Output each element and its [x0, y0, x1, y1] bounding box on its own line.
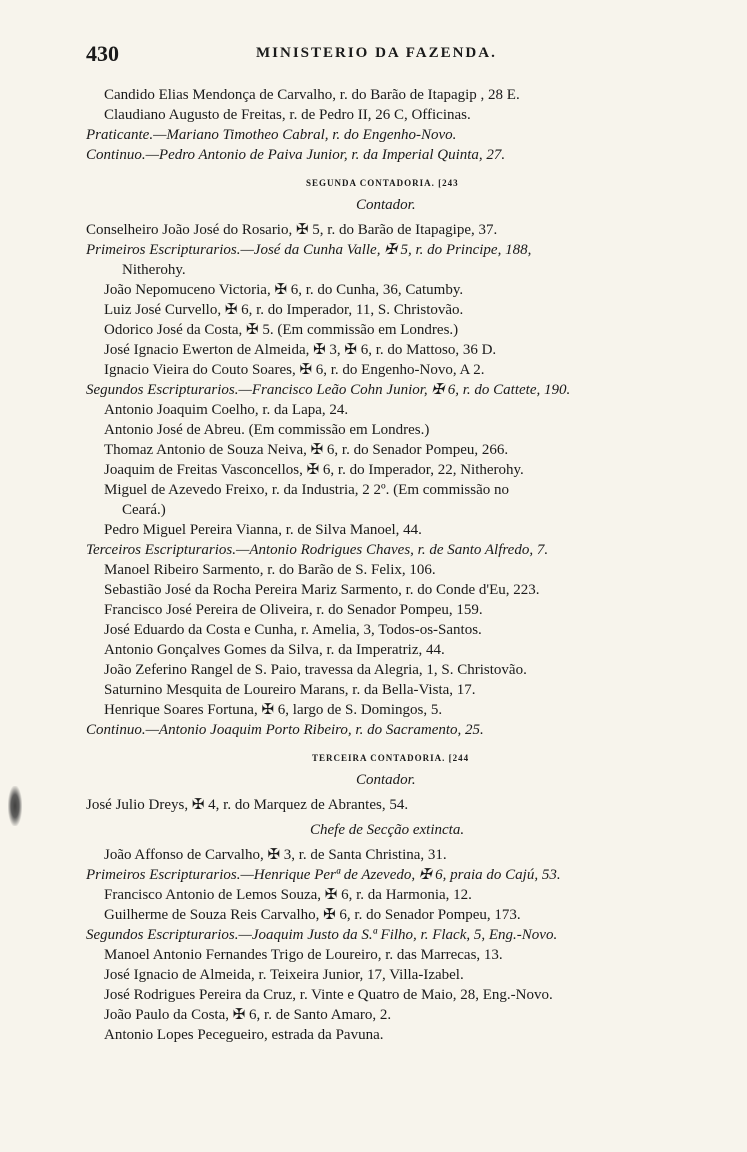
text-line: Claudiano Augusto de Freitas, r. de Pedro II, 26 C, Officinas. — [104, 107, 471, 123]
section-subheading: Chefe de Secção extincta. — [310, 822, 465, 838]
section-heading: SEGUNDA CONTADORIA. [243 — [306, 178, 459, 188]
text-line: João Affonso de Carvalho, ✠ 3, r. de Santa Christina, 31. — [104, 847, 447, 863]
text-line: José Julio Dreys, ✠ 4, r. do Marquez de Abrantes, 54. — [86, 797, 409, 813]
text-line: José Ignacio de Almeida, r. Teixeira Junior, 17, Villa-Izabel. — [104, 967, 464, 983]
text-line: Francisco José Pereira de Oliveira, r. do Senador Pompeu, 159. — [104, 602, 483, 618]
text-line: Segundos Escripturarios.—Francisco Leão Cohn Junior, ✠ 6, r. do Cattete, 190. — [86, 382, 571, 398]
text-line: Segundos Escripturarios.—Joaquim Justo da S.ª Filho, r. Flack, 5, Eng.-Novo. — [86, 927, 558, 943]
text-line: Antonio Joaquim Coelho, r. da Lapa, 24. — [104, 402, 349, 418]
text-line: Antonio Lopes Pecegueiro, estrada da Pavuna. — [104, 1027, 384, 1043]
text-line: José Ignacio Ewerton de Almeida, ✠ 3, ✠ 6, r. do Mattoso, 36 D. — [104, 342, 497, 358]
section-subheading: Contador. — [356, 197, 416, 213]
text-line: Henrique Soares Fortuna, ✠ 6, largo de S. Domingos, 5. — [104, 702, 443, 718]
text-line: Continuo.—Antonio Joaquim Porto Ribeiro, r. do Sacramento, 25. — [86, 722, 484, 738]
text-line: Continuo.—Pedro Antonio de Paiva Junior, r. da Imperial Quinta, 27. — [86, 147, 506, 163]
text-line: Antonio Gonçalves Gomes da Silva, r. da Imperatriz, 44. — [104, 642, 445, 658]
text-line: Primeiros Escripturarios.—José da Cunha Valle, ✠ 5, r. do Principe, 188, — [86, 242, 532, 258]
section-heading: TERCEIRA CONTADORIA. [244 — [312, 753, 470, 763]
text-line: Conselheiro João José do Rosario, ✠ 5, r. do Barão de Itapagipe, 37. — [86, 222, 498, 238]
text-line: Ignacio Vieira do Couto Soares, ✠ 6, r. do Engenho-Novo, A 2. — [104, 362, 485, 378]
text-line: Francisco Antonio de Lemos Souza, ✠ 6, r. da Harmonia, 12. — [104, 887, 472, 903]
text-line: Candido Elias Mendonça de Carvalho, r. do Barão de Itapagip , 28 E. — [104, 87, 520, 103]
section-subheading: Contador. — [356, 772, 416, 788]
text-line: Primeiros Escripturarios.—Henrique Perª de Azevedo, ✠ 6, praia do Cajú, 53. — [86, 867, 561, 883]
text-line: João Nepomuceno Victoria, ✠ 6, r. do Cunha, 36, Catumby. — [104, 282, 464, 298]
text-line: José Eduardo da Costa e Cunha, r. Amelia, 3, Todos-os-Santos. — [104, 622, 482, 638]
page-number: 430 — [86, 41, 119, 66]
text-line: Odorico José da Costa, ✠ 5. (Em commissão em Londres.) — [104, 322, 459, 338]
running-head: MINISTERIO DA FAZENDA. — [256, 45, 497, 61]
text-line: Miguel de Azevedo Freixo, r. da Industria, 2 2º. (Em commissão no — [104, 482, 509, 498]
text-line: Joaquim de Freitas Vasconcellos, ✠ 6, r. do Imperador, 22, Nitherohy. — [104, 462, 524, 478]
text-line: Terceiros Escripturarios.—Antonio Rodrigues Chaves, r. de Santo Alfredo, 7. — [86, 542, 549, 558]
text-line: Saturnino Mesquita de Loureiro Marans, r. da Bella-Vista, 17. — [104, 682, 476, 698]
text-line: Ceará.) — [122, 502, 166, 518]
text-line: João Paulo da Costa, ✠ 6, r. de Santo Amaro, 2. — [104, 1007, 392, 1023]
text-line: João Zeferino Rangel de S. Paio, travessa da Alegria, 1, S. Christovão. — [104, 662, 527, 678]
text-line: Sebastião José da Rocha Pereira Mariz Sarmento, r. do Conde d'Eu, 223. — [104, 582, 540, 598]
text-line: Guilherme de Souza Reis Carvalho, ✠ 6, r. do Senador Pompeu, 173. — [104, 907, 521, 923]
text-line: Thomaz Antonio de Souza Neiva, ✠ 6, r. do Senador Pompeu, 266. — [104, 442, 509, 458]
text-line: José Rodrigues Pereira da Cruz, r. Vinte e Quatro de Maio, 28, Eng.-Novo. — [104, 987, 553, 1003]
text-line: Antonio José de Abreu. (Em commissão em Londres.) — [104, 422, 430, 438]
text-line: Praticante.—Mariano Timotheo Cabral, r. do Engenho-Novo. — [86, 127, 457, 143]
page-header — [86, 41, 686, 71]
ink-blot — [8, 786, 22, 826]
text-line: Manoel Antonio Fernandes Trigo de Loureiro, r. das Marrecas, 13. — [104, 947, 503, 963]
text-line: Pedro Miguel Pereira Vianna, r. de Silva Manoel, 44. — [104, 522, 422, 538]
text-line: Manoel Ribeiro Sarmento, r. do Barão de S. Felix, 106. — [104, 562, 436, 578]
text-line: Nitherohy. — [122, 262, 186, 278]
text-line: Luiz José Curvello, ✠ 6, r. do Imperador, 11, S. Christovão. — [104, 302, 464, 318]
